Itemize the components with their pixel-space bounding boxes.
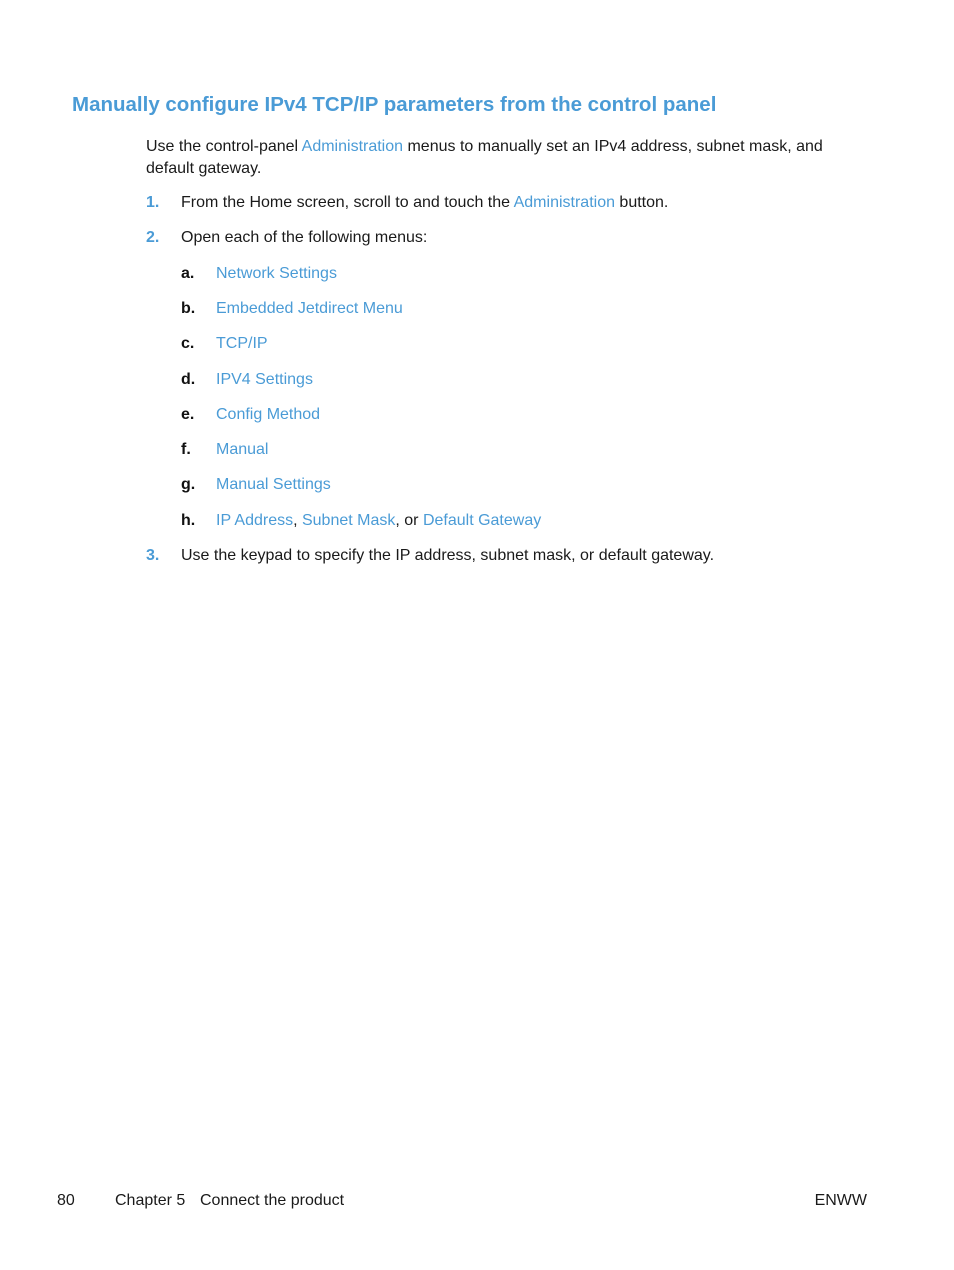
page-number: 80	[57, 1192, 75, 1209]
step-2	[146, 227, 427, 248]
menu-item-label: Config Method	[216, 406, 321, 423]
menu-item-g	[181, 474, 331, 495]
menu-item-label: Embedded Jetdirect Menu	[216, 300, 403, 317]
subnet-mask-option: Subnet Mask	[301, 512, 396, 529]
intro-paragraph	[146, 136, 866, 179]
step-text-after: button.	[614, 194, 669, 211]
menu-item-label: Network Settings	[216, 265, 337, 282]
menu-item-letter: f.	[181, 441, 191, 458]
step-text: Open each of the following menus:	[181, 229, 428, 246]
menu-item-e	[181, 404, 320, 425]
administration-button-term: Administration	[513, 194, 615, 211]
step-1	[146, 192, 668, 213]
option-separator: ,	[293, 512, 302, 529]
intro-text-before: Use the control-panel	[146, 138, 302, 155]
menu-item-letter: d.	[181, 371, 196, 388]
default-gateway-option: Default Gateway	[422, 512, 542, 529]
step-text: Use the keypad to specify the IP address, subnet mask, or default gateway.	[181, 547, 715, 564]
ip-address-option: IP Address	[216, 512, 294, 529]
step-number: 1.	[146, 194, 160, 211]
step-3	[146, 545, 714, 566]
menu-item-letter: g.	[181, 476, 196, 493]
chapter-title: Connect the product	[200, 1192, 345, 1209]
menu-item-d	[181, 369, 313, 390]
option-separator: , or	[395, 512, 423, 529]
administration-menu-term: Administration	[301, 138, 404, 155]
menu-item-label: TCP/IP	[216, 335, 268, 352]
step-number: 2.	[146, 229, 160, 246]
menu-item-letter: h.	[181, 512, 196, 529]
step-number: 3.	[146, 547, 160, 564]
section-heading: Manually configure IPv4 TCP/IP parameters from the control panel	[72, 93, 717, 116]
menu-item-letter: e.	[181, 406, 195, 423]
step-text: From the Home screen, scroll to and touch the	[181, 194, 514, 211]
intro-text-after: menus to manually set an IPv4 address, subnet mask, and default gateway.	[146, 138, 823, 177]
menu-item-letter: c.	[181, 335, 195, 352]
menu-item-b	[181, 298, 403, 319]
chapter-label: Chapter 5	[115, 1192, 186, 1209]
menu-item-label: Manual Settings	[216, 476, 331, 493]
menu-item-label: IPV4 Settings	[216, 371, 313, 388]
locale-code: ENWW	[814, 1192, 867, 1209]
menu-item-letter: b.	[181, 300, 196, 317]
menu-item-letter: a.	[181, 265, 195, 282]
menu-item-h	[181, 510, 541, 531]
menu-item-c	[181, 333, 268, 354]
menu-item-a	[181, 263, 337, 284]
menu-item-f	[181, 439, 268, 460]
menu-item-label: Manual	[216, 441, 269, 458]
